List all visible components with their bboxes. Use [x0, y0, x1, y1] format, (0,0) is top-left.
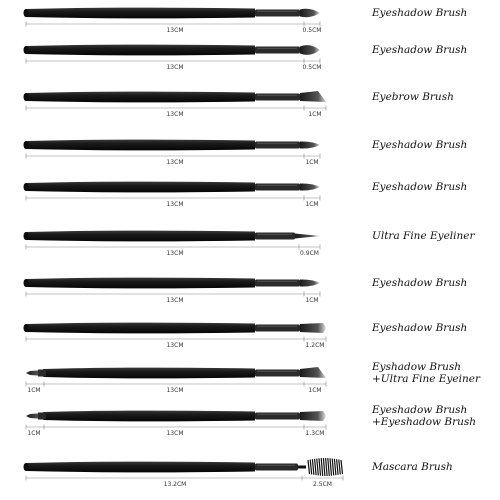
spoolie-bristle — [334, 459, 336, 475]
spoolie-bristle — [310, 460, 312, 475]
handle-end — [24, 232, 29, 240]
spoolie-bristle — [323, 458, 325, 476]
brush-bristles — [300, 323, 326, 333]
brush-name — [372, 277, 467, 289]
brush-bristles — [300, 279, 320, 286]
brush-bristles — [298, 466, 306, 469]
brush-handle — [26, 462, 255, 473]
brush-handle — [26, 8, 255, 19]
handle-length-label: 13CM — [166, 297, 184, 304]
brush-bristles — [300, 91, 326, 102]
handle-end — [24, 46, 29, 54]
brush-bristles — [300, 45, 320, 55]
brush-row — [24, 91, 327, 111]
handle-length-label: 13CM — [166, 159, 184, 166]
brush-row — [24, 182, 321, 201]
brush-ferrule — [255, 413, 300, 420]
brush-name-line: Eyshadow Brush — [372, 361, 462, 373]
brush-name — [372, 361, 480, 385]
brush-name-line: Eyeshadow Brush — [372, 139, 468, 151]
dimension-lines — [26, 196, 320, 201]
dimension-lines — [26, 382, 326, 387]
dimension-lines — [26, 106, 326, 111]
head-length-label: 1CM — [308, 387, 322, 394]
dimension-lines — [26, 59, 320, 64]
handle-end — [24, 463, 29, 471]
brush-row — [24, 458, 344, 480]
spoolie-bristle — [312, 459, 314, 475]
brush-ferrule — [255, 94, 300, 101]
brush-ferrule — [255, 464, 298, 471]
brush-name — [372, 139, 467, 151]
brush-row — [26, 411, 326, 430]
handle-length-label: 13CM — [166, 201, 184, 208]
left-ferrule — [38, 413, 46, 420]
dimension-lines — [26, 154, 320, 159]
brush-name — [372, 461, 453, 473]
brush-row — [24, 8, 321, 27]
brush-handle — [26, 231, 255, 242]
handle-end — [24, 324, 29, 332]
head-length-label: 1CM — [305, 297, 319, 304]
handle-length-label: 13CM — [166, 342, 184, 349]
handle-length-label: 13CM — [166, 111, 184, 118]
head-length-label: 1.2CM — [305, 342, 325, 349]
brush-handle — [26, 140, 255, 151]
spoolie-bristle — [328, 458, 330, 476]
handle-end — [24, 9, 29, 17]
spoolie-bristle — [321, 458, 323, 476]
brush-name-line: Eyeshadow Brush — [372, 44, 468, 56]
spoolie-bristle — [341, 460, 343, 474]
brush-handle — [44, 368, 255, 379]
handle-end — [24, 183, 29, 191]
handle-length-label: 13CM — [166, 250, 184, 257]
brush-ferrule — [255, 233, 295, 240]
brush-handle — [26, 323, 255, 334]
brush-name — [372, 44, 467, 56]
spoolie-bristle — [308, 460, 310, 474]
head-length-label: 1.3CM — [305, 430, 325, 437]
spoolie-bristle — [326, 458, 328, 476]
brush-name — [372, 230, 475, 242]
brush-name-line: Mascara Brush — [372, 461, 453, 473]
left-ferrule — [38, 370, 46, 377]
brush-name-line: +Eyeshadow Brush — [372, 416, 477, 428]
brush-name — [372, 322, 467, 334]
brush-bristles — [300, 411, 326, 421]
brush-handle — [26, 92, 255, 103]
brush-row — [24, 323, 327, 342]
brush-ferrule — [255, 184, 300, 191]
brush-name-line: Ultra Fine Eyeliner — [372, 230, 475, 242]
brush-ferrule — [255, 370, 300, 377]
brush-name-line: +Ultra Fine Eyeiner — [372, 373, 480, 385]
brush-row — [26, 367, 326, 387]
brush-name-line: Eyeshadow Brush — [372, 322, 468, 334]
brush-name — [372, 181, 467, 193]
spoolie-bristle — [315, 459, 317, 475]
head-length-label: 0.5CM — [302, 64, 322, 71]
brush-row — [24, 231, 321, 250]
handle-end — [24, 141, 29, 149]
brush-handle — [44, 411, 255, 422]
spoolie-bristle — [317, 459, 319, 476]
handle-length-label: 13CM — [166, 430, 184, 437]
brush-row — [24, 140, 321, 159]
handle-end — [24, 279, 29, 287]
head-length-label: 0.9CM — [300, 250, 319, 257]
brush-bristles — [300, 183, 320, 190]
brush-ferrule — [255, 325, 300, 332]
brush-name-line: Eyebrow Brush — [372, 91, 454, 103]
spoolie-head — [308, 458, 343, 476]
brush-ferrule — [255, 142, 300, 149]
handle-length-label: 13.2CM — [163, 481, 187, 488]
brush-handle — [26, 45, 255, 56]
head-length-label: 1CM — [305, 201, 319, 208]
brush-ferrule — [255, 10, 300, 17]
handle-end — [24, 93, 29, 101]
left-length-label: 1CM — [27, 430, 41, 437]
brush-ferrule — [255, 280, 300, 287]
head-length-label: 2.5CM — [313, 481, 332, 488]
brush-name — [372, 91, 454, 103]
brush-name — [372, 404, 476, 428]
brush-bristles — [300, 367, 326, 378]
dimension-lines — [26, 476, 343, 481]
head-length-label: 1CM — [305, 159, 319, 166]
brush-name — [372, 7, 467, 19]
brush-row — [24, 45, 321, 64]
dimension-lines — [26, 425, 326, 430]
spoolie-bristle — [337, 459, 339, 475]
spoolie-bristle — [339, 460, 341, 475]
dimension-lines — [26, 292, 320, 297]
brush-bristles — [300, 9, 320, 17]
dimension-lines — [26, 337, 326, 342]
brush-handle — [26, 182, 255, 193]
spoolie-bristle — [319, 458, 321, 475]
head-length-label: 1CM — [308, 111, 322, 118]
dimension-lines — [26, 245, 320, 250]
brush-name-line: Eyeshadow Brush — [372, 7, 468, 19]
handle-length-label: 13CM — [166, 27, 184, 34]
dimension-lines — [26, 22, 320, 27]
brush-name-line: Eyeshadow Brush — [372, 404, 468, 416]
brush-ferrule — [255, 47, 300, 54]
brush-name-line: Eyeshadow Brush — [372, 181, 468, 193]
handle-length-label: 13CM — [166, 64, 184, 71]
left-length-label: 1CM — [27, 387, 41, 394]
spoolie-bristle — [330, 458, 332, 475]
brush-bristles — [300, 141, 320, 148]
brush-handle — [26, 278, 255, 289]
handle-length-label: 13CM — [166, 387, 184, 394]
brush-row — [24, 278, 321, 297]
brush-name-line: Eyeshadow Brush — [372, 277, 468, 289]
spoolie-bristle — [332, 459, 334, 476]
head-length-label: 0.5CM — [302, 27, 322, 34]
brush-bristles — [295, 234, 320, 239]
